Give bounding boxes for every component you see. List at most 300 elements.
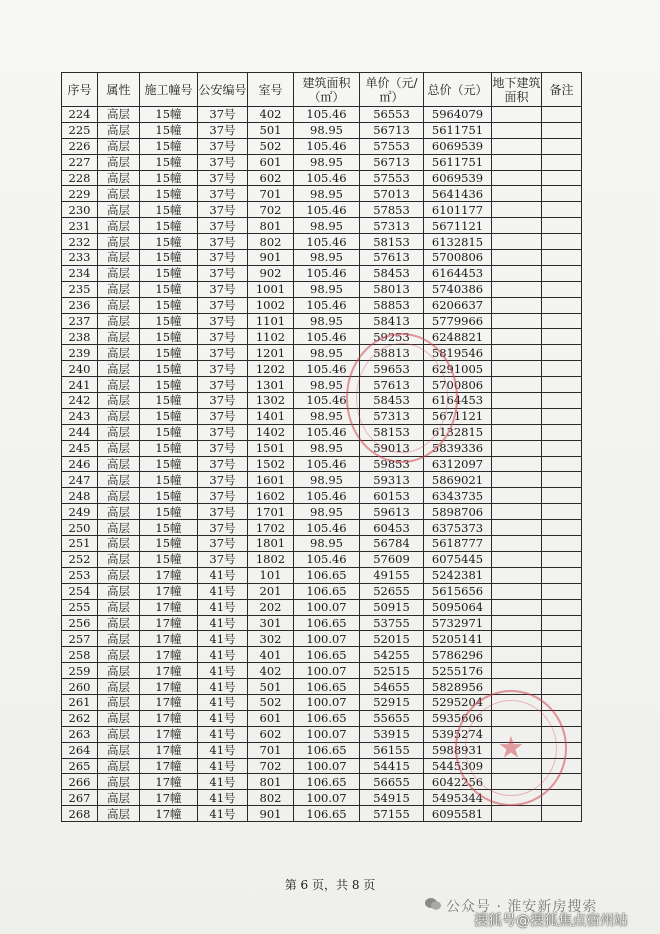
table-cell xyxy=(542,551,582,567)
table-cell: 高层 xyxy=(98,218,140,234)
table-cell xyxy=(542,329,582,345)
table-cell: 17幢 xyxy=(140,631,198,647)
table-cell: 105.46 xyxy=(294,393,360,409)
table-cell: 5242381 xyxy=(424,567,492,583)
table-row xyxy=(62,774,582,790)
table-row xyxy=(62,170,582,186)
table-cell: 1502 xyxy=(248,456,294,472)
table-cell: 5935606 xyxy=(424,710,492,726)
table-cell: 225 xyxy=(62,122,98,138)
table-cell: 高层 xyxy=(98,107,140,123)
table-cell: 98.95 xyxy=(294,440,360,456)
table-cell xyxy=(542,265,582,281)
table-cell: 15幢 xyxy=(140,377,198,393)
table-cell: 52015 xyxy=(360,631,424,647)
table-cell xyxy=(492,265,542,281)
table-cell xyxy=(492,250,542,266)
table-cell: 高层 xyxy=(98,742,140,758)
table-cell: 15幢 xyxy=(140,520,198,536)
table-row xyxy=(62,122,582,138)
table-cell: 15幢 xyxy=(140,424,198,440)
table-cell: 1001 xyxy=(248,281,294,297)
table-row xyxy=(62,536,582,552)
table-cell: 37号 xyxy=(198,408,248,424)
table-cell: 50915 xyxy=(360,599,424,615)
table-cell: 106.65 xyxy=(294,806,360,822)
table-cell: 302 xyxy=(248,631,294,647)
table-cell: 98.95 xyxy=(294,122,360,138)
table-cell xyxy=(492,583,542,599)
table-cell xyxy=(492,758,542,774)
table-cell xyxy=(542,504,582,520)
table-row xyxy=(62,408,582,424)
table-cell xyxy=(542,631,582,647)
table-cell: 802 xyxy=(248,790,294,806)
table-cell: 高层 xyxy=(98,647,140,663)
table-cell: 105.46 xyxy=(294,107,360,123)
table-cell: 106.65 xyxy=(294,742,360,758)
table-cell: 15幢 xyxy=(140,329,198,345)
table-cell: 98.95 xyxy=(294,250,360,266)
table-cell: 高层 xyxy=(98,154,140,170)
table-cell: 263 xyxy=(62,726,98,742)
table-cell: 57553 xyxy=(360,170,424,186)
table-cell: 15幢 xyxy=(140,122,198,138)
table-row xyxy=(62,631,582,647)
table-cell: 37号 xyxy=(198,297,248,313)
table-cell: 106.65 xyxy=(294,710,360,726)
table-cell: 601 xyxy=(248,710,294,726)
table-cell: 高层 xyxy=(98,472,140,488)
table-cell: 高层 xyxy=(98,536,140,552)
table-cell: 高层 xyxy=(98,520,140,536)
table-cell: 17幢 xyxy=(140,567,198,583)
table-row xyxy=(62,806,582,822)
table-cell: 高层 xyxy=(98,329,140,345)
header-cell: 序号 xyxy=(62,73,98,107)
table-cell: 高层 xyxy=(98,281,140,297)
table-cell xyxy=(492,122,542,138)
table-cell: 高层 xyxy=(98,679,140,695)
table-cell: 5869021 xyxy=(424,472,492,488)
table-cell xyxy=(542,679,582,695)
table-cell: 501 xyxy=(248,679,294,695)
table-cell: 高层 xyxy=(98,313,140,329)
table-cell: 5700806 xyxy=(424,250,492,266)
table-cell: 98.95 xyxy=(294,281,360,297)
table-cell: 57853 xyxy=(360,202,424,218)
table-cell: 5671121 xyxy=(424,408,492,424)
table-cell: 5255176 xyxy=(424,663,492,679)
table-cell: 5671121 xyxy=(424,218,492,234)
table-cell: 1102 xyxy=(248,329,294,345)
table-cell: 高层 xyxy=(98,408,140,424)
table-cell: 15幢 xyxy=(140,456,198,472)
table-cell: 228 xyxy=(62,170,98,186)
table-cell: 41号 xyxy=(198,726,248,742)
table-row xyxy=(62,250,582,266)
table-cell: 41号 xyxy=(198,567,248,583)
table-row xyxy=(62,377,582,393)
table-cell: 37号 xyxy=(198,536,248,552)
table-cell: 6375373 xyxy=(424,520,492,536)
table-cell xyxy=(542,456,582,472)
table-cell: 高层 xyxy=(98,297,140,313)
table-row xyxy=(62,567,582,583)
table-cell: 15幢 xyxy=(140,202,198,218)
table-cell xyxy=(492,615,542,631)
table-cell: 15幢 xyxy=(140,536,198,552)
table-cell: 56784 xyxy=(360,536,424,552)
table-cell xyxy=(492,170,542,186)
table-cell: 201 xyxy=(248,583,294,599)
table-cell: 105.46 xyxy=(294,234,360,250)
price-table xyxy=(61,72,582,822)
table-cell: 5615656 xyxy=(424,583,492,599)
table-cell: 502 xyxy=(248,694,294,710)
table-cell: 59253 xyxy=(360,329,424,345)
table-cell: 98.95 xyxy=(294,408,360,424)
table-row xyxy=(62,265,582,281)
table-cell xyxy=(542,440,582,456)
table-cell: 237 xyxy=(62,313,98,329)
table-cell: 37号 xyxy=(198,122,248,138)
table-row xyxy=(62,281,582,297)
table-cell: 高层 xyxy=(98,488,140,504)
table-cell: 256 xyxy=(62,615,98,631)
table-row xyxy=(62,663,582,679)
table-cell: 37号 xyxy=(198,313,248,329)
table-cell: 254 xyxy=(62,583,98,599)
table-cell: 702 xyxy=(248,758,294,774)
table-cell xyxy=(492,790,542,806)
table-cell xyxy=(492,567,542,583)
table-row xyxy=(62,202,582,218)
table-cell: 17幢 xyxy=(140,679,198,695)
table-cell xyxy=(542,186,582,202)
table-cell: 6069539 xyxy=(424,170,492,186)
table-cell: 41号 xyxy=(198,710,248,726)
table-row xyxy=(62,297,582,313)
table-cell: 264 xyxy=(62,742,98,758)
table-cell: 5611751 xyxy=(424,154,492,170)
table-body xyxy=(62,107,582,822)
header-cell: 室号 xyxy=(248,73,294,107)
table-cell xyxy=(492,647,542,663)
table-cell xyxy=(492,504,542,520)
table-cell: 105.46 xyxy=(294,551,360,567)
table-cell: 262 xyxy=(62,710,98,726)
table-cell: 5395274 xyxy=(424,726,492,742)
table-cell: 58153 xyxy=(360,424,424,440)
table-cell: 260 xyxy=(62,679,98,695)
table-cell xyxy=(492,774,542,790)
table-cell: 105.46 xyxy=(294,361,360,377)
table-cell: 41号 xyxy=(198,663,248,679)
table-cell xyxy=(492,440,542,456)
table-cell xyxy=(542,758,582,774)
table-cell: 6075445 xyxy=(424,551,492,567)
table-cell: 37号 xyxy=(198,472,248,488)
table-cell: 15幢 xyxy=(140,488,198,504)
table-cell: 266 xyxy=(62,774,98,790)
table-cell: 100.07 xyxy=(294,694,360,710)
table-cell: 41号 xyxy=(198,774,248,790)
table-cell: 高层 xyxy=(98,186,140,202)
table-cell: 301 xyxy=(248,615,294,631)
table-cell: 41号 xyxy=(198,583,248,599)
table-cell: 242 xyxy=(62,393,98,409)
table-header-row xyxy=(62,73,582,107)
table-cell: 15幢 xyxy=(140,551,198,567)
table-cell: 57313 xyxy=(360,218,424,234)
table-cell xyxy=(492,536,542,552)
table-row xyxy=(62,583,582,599)
table-cell: 268 xyxy=(62,806,98,822)
table-cell: 58453 xyxy=(360,393,424,409)
table-cell: 701 xyxy=(248,186,294,202)
table-cell: 56713 xyxy=(360,122,424,138)
table-cell: 1301 xyxy=(248,377,294,393)
table-cell: 5641436 xyxy=(424,186,492,202)
table-cell: 57013 xyxy=(360,186,424,202)
table-cell: 105.46 xyxy=(294,424,360,440)
table-cell xyxy=(542,170,582,186)
table-cell: 255 xyxy=(62,599,98,615)
table-cell: 106.65 xyxy=(294,567,360,583)
table-cell: 56155 xyxy=(360,742,424,758)
table-cell: 5618777 xyxy=(424,536,492,552)
table-row xyxy=(62,472,582,488)
table-row xyxy=(62,504,582,520)
table-cell: 234 xyxy=(62,265,98,281)
table-cell: 1402 xyxy=(248,424,294,440)
table-cell: 37号 xyxy=(198,456,248,472)
table-row xyxy=(62,726,582,742)
table-cell xyxy=(492,551,542,567)
table-row xyxy=(62,329,582,345)
table-cell xyxy=(542,281,582,297)
table-cell: 106.65 xyxy=(294,679,360,695)
table-cell: 37号 xyxy=(198,170,248,186)
table-cell: 236 xyxy=(62,297,98,313)
table-cell: 902 xyxy=(248,265,294,281)
table-cell: 60153 xyxy=(360,488,424,504)
table-cell: 801 xyxy=(248,774,294,790)
table-cell: 高层 xyxy=(98,599,140,615)
table-cell: 5898706 xyxy=(424,504,492,520)
table-cell: 232 xyxy=(62,234,98,250)
table-cell: 37号 xyxy=(198,361,248,377)
table-cell xyxy=(542,138,582,154)
table-cell xyxy=(492,742,542,758)
table-cell: 15幢 xyxy=(140,250,198,266)
table-cell: 高层 xyxy=(98,393,140,409)
table-cell: 6095581 xyxy=(424,806,492,822)
table-cell: 98.95 xyxy=(294,536,360,552)
table-cell xyxy=(542,742,582,758)
table-cell: 58413 xyxy=(360,313,424,329)
table-cell: 5786296 xyxy=(424,647,492,663)
table-cell: 17幢 xyxy=(140,806,198,822)
table-cell: 41号 xyxy=(198,806,248,822)
table-cell xyxy=(492,234,542,250)
table-cell: 37号 xyxy=(198,520,248,536)
table-cell: 56655 xyxy=(360,774,424,790)
header-cell: 建筑面积（㎡） xyxy=(294,73,360,107)
table-cell: 901 xyxy=(248,250,294,266)
table-cell: 55655 xyxy=(360,710,424,726)
table-cell: 901 xyxy=(248,806,294,822)
table-row xyxy=(62,234,582,250)
table-cell: 15幢 xyxy=(140,361,198,377)
table-cell: 59853 xyxy=(360,456,424,472)
table-cell: 17幢 xyxy=(140,710,198,726)
table-row xyxy=(62,694,582,710)
table-cell: 502 xyxy=(248,138,294,154)
table-row xyxy=(62,424,582,440)
table-cell: 49155 xyxy=(360,567,424,583)
table-cell: 602 xyxy=(248,726,294,742)
table-cell: 601 xyxy=(248,154,294,170)
table-cell: 1202 xyxy=(248,361,294,377)
table-cell xyxy=(542,536,582,552)
table-cell: 98.95 xyxy=(294,504,360,520)
table-cell: 37号 xyxy=(198,202,248,218)
table-cell: 6164453 xyxy=(424,393,492,409)
table-cell xyxy=(492,313,542,329)
table-row xyxy=(62,393,582,409)
table-cell: 17幢 xyxy=(140,647,198,663)
table-row xyxy=(62,647,582,663)
table-cell: 1201 xyxy=(248,345,294,361)
table-cell xyxy=(492,726,542,742)
table-cell: 41号 xyxy=(198,694,248,710)
table-cell: 高层 xyxy=(98,694,140,710)
table-cell: 52915 xyxy=(360,694,424,710)
table-cell: 98.95 xyxy=(294,186,360,202)
table-cell: 15幢 xyxy=(140,170,198,186)
table-row xyxy=(62,488,582,504)
table-cell xyxy=(542,520,582,536)
table-cell: 1101 xyxy=(248,313,294,329)
table-cell xyxy=(542,726,582,742)
table-cell: 5740386 xyxy=(424,281,492,297)
table-cell: 5445309 xyxy=(424,758,492,774)
table-cell: 41号 xyxy=(198,647,248,663)
watermark-text: 公众号 · 淮安新房搜索 xyxy=(446,899,598,915)
table-cell: 1702 xyxy=(248,520,294,536)
table-cell: 高层 xyxy=(98,424,140,440)
table-cell: 54415 xyxy=(360,758,424,774)
table-cell xyxy=(492,631,542,647)
table-cell: 106.65 xyxy=(294,647,360,663)
table-cell: 105.46 xyxy=(294,202,360,218)
table-cell xyxy=(542,313,582,329)
table-row xyxy=(62,345,582,361)
table-cell xyxy=(542,202,582,218)
table-cell: 高层 xyxy=(98,583,140,599)
table-cell: 高层 xyxy=(98,345,140,361)
table-cell xyxy=(542,234,582,250)
table-cell xyxy=(542,488,582,504)
table-cell xyxy=(492,599,542,615)
table-cell: 98.95 xyxy=(294,218,360,234)
table-cell: 702 xyxy=(248,202,294,218)
table-cell: 101 xyxy=(248,567,294,583)
table-cell: 250 xyxy=(62,520,98,536)
table-cell: 高层 xyxy=(98,551,140,567)
page-footer: 第 6 页，共 8 页 xyxy=(284,878,376,892)
table-cell: 602 xyxy=(248,170,294,186)
table-cell: 1701 xyxy=(248,504,294,520)
table-row xyxy=(62,790,582,806)
table-cell: 41号 xyxy=(198,615,248,631)
table-cell: 54255 xyxy=(360,647,424,663)
table-cell: 高层 xyxy=(98,234,140,250)
table-cell: 802 xyxy=(248,234,294,250)
table-cell: 59653 xyxy=(360,361,424,377)
table-cell xyxy=(542,122,582,138)
table-cell xyxy=(492,710,542,726)
table-cell: 5819546 xyxy=(424,345,492,361)
table-cell: 6291005 xyxy=(424,361,492,377)
table-cell: 6042256 xyxy=(424,774,492,790)
table-cell xyxy=(492,186,542,202)
table-cell: 249 xyxy=(62,504,98,520)
table-cell: 15幢 xyxy=(140,218,198,234)
table-cell: 15幢 xyxy=(140,265,198,281)
table-cell xyxy=(492,281,542,297)
table-cell: 1401 xyxy=(248,408,294,424)
table-cell: 15幢 xyxy=(140,107,198,123)
table-row xyxy=(62,361,582,377)
table-cell: 501 xyxy=(248,122,294,138)
table-cell: 17幢 xyxy=(140,774,198,790)
table-cell xyxy=(492,361,542,377)
table-cell: 265 xyxy=(62,758,98,774)
table-cell: 高层 xyxy=(98,758,140,774)
table-cell: 高层 xyxy=(98,663,140,679)
table-cell: 37号 xyxy=(198,345,248,361)
table-cell: 5205141 xyxy=(424,631,492,647)
table-cell: 6343735 xyxy=(424,488,492,504)
table-cell xyxy=(542,583,582,599)
table-cell: 52515 xyxy=(360,663,424,679)
table-cell: 105.46 xyxy=(294,520,360,536)
table-cell: 100.07 xyxy=(294,758,360,774)
table-cell: 15幢 xyxy=(140,472,198,488)
table-cell: 1501 xyxy=(248,440,294,456)
table-cell: 402 xyxy=(248,663,294,679)
table-cell: 37号 xyxy=(198,281,248,297)
table-cell: 15幢 xyxy=(140,297,198,313)
table-cell xyxy=(492,679,542,695)
table-row xyxy=(62,107,582,123)
table-cell: 105.46 xyxy=(294,329,360,345)
table-row xyxy=(62,456,582,472)
table-cell: 15幢 xyxy=(140,234,198,250)
table-cell: 253 xyxy=(62,567,98,583)
table-row xyxy=(62,218,582,234)
table-cell: 17幢 xyxy=(140,790,198,806)
table-cell: 41号 xyxy=(198,679,248,695)
table-cell: 227 xyxy=(62,154,98,170)
table-cell xyxy=(492,694,542,710)
header-cell: 单价（元/㎡） xyxy=(360,73,424,107)
table-cell xyxy=(542,774,582,790)
table-cell xyxy=(492,424,542,440)
